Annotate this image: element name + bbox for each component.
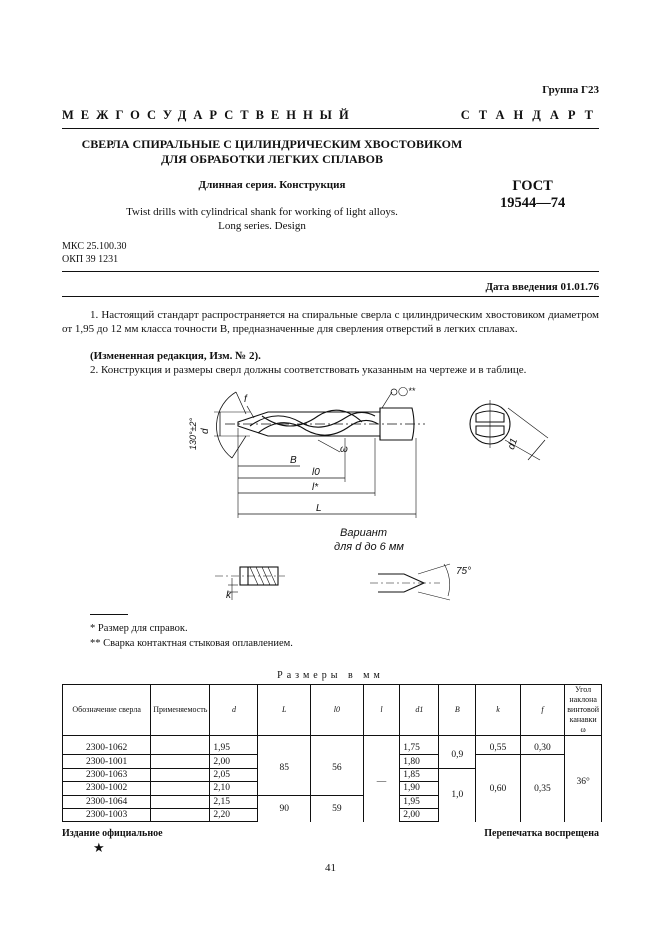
drawing-label-d: d [200, 428, 211, 434]
col-l0: l0 [311, 685, 364, 736]
cell-designation: 2300-1003 [63, 808, 151, 821]
cell-d: 2,00 [210, 755, 258, 768]
col-applicability: Применяемость [151, 685, 210, 736]
dimensions-table [62, 684, 602, 822]
cell-d: 2,15 [210, 795, 258, 808]
effective-date: Дата введения 01.01.76 [485, 281, 599, 293]
cell-k: 0,60 [476, 755, 520, 822]
english-title [62, 205, 462, 233]
drawing-label-lstar: l* [312, 482, 319, 493]
mks-code: МКС 25.100.30 [62, 241, 127, 252]
cell-designation: 2300-1063 [63, 768, 151, 781]
date-rule [62, 296, 599, 297]
english-title-1: Twist drills with cylindrical shank for working of light alloys. [126, 206, 398, 218]
title-line-1: СВЕРЛА СПИРАЛЬНЫЕ С ЦИЛИНДРИЧЕСКИМ ХВОСТОВИКОМ [81, 137, 463, 151]
col-omega: Угол наклона винтовой канавки ω [565, 685, 602, 736]
top-rule [62, 128, 599, 129]
cell-applicability [151, 782, 210, 795]
drawing-label-k: k [226, 590, 231, 601]
table-header-row [63, 685, 602, 736]
footnote-2: ** Сварка контактная стыковая оплавлением. [90, 638, 293, 649]
cell-d: 2,05 [210, 768, 258, 781]
okp-code: ОКП 39 1231 [62, 254, 119, 265]
document-title [62, 137, 482, 167]
footnote-1: * Размер для справок. [90, 623, 188, 634]
cell-d1: 1,90 [400, 782, 439, 795]
cell-applicability [151, 736, 210, 755]
paragraph-2: 2. Конструкция и размеры сверл должны соответствовать указанным на чертеже и в таблице. [90, 364, 527, 376]
cell-B: 1,0 [439, 768, 476, 822]
variant-sublabel: для d до 6 мм [334, 541, 404, 553]
official-edition: Издание официальное [62, 828, 163, 839]
gost-label: ГОСТ [512, 178, 553, 194]
cell-f: 0,35 [520, 755, 565, 822]
cell-l: — [363, 736, 400, 822]
col-l: l [363, 685, 400, 736]
cell-L: 90 [258, 795, 311, 822]
footnote-rule [90, 614, 128, 615]
gost-value: 19544—74 [500, 195, 566, 211]
col-f: f [520, 685, 565, 736]
cell-designation: 2300-1064 [63, 795, 151, 808]
codes-rule [62, 271, 599, 272]
cell-L: 85 [258, 736, 311, 796]
cell-applicability [151, 768, 210, 781]
document-subtitle: Длинная серия. Конструкция [198, 179, 346, 191]
footnotes [90, 621, 293, 651]
cell-d: 2,20 [210, 808, 258, 821]
cell-d1: 1,75 [400, 736, 439, 755]
col-designation: Обозначение сверла [63, 685, 151, 736]
cell-applicability [151, 755, 210, 768]
drawing-label-l0: l0 [312, 467, 320, 478]
table-caption: Размеры в мм [277, 670, 384, 681]
cell-d1: 2,00 [400, 808, 439, 821]
drawing-label-omega: ω [340, 444, 348, 455]
drawing-label-f: f [244, 394, 247, 405]
variant-label: Вариант [340, 527, 388, 539]
drawing-label-B: B [290, 455, 297, 466]
drill-drawing [0, 378, 661, 613]
standard-banner [62, 108, 602, 123]
cell-d1: 1,80 [400, 755, 439, 768]
cell-l0: 59 [311, 795, 364, 822]
title-line-2: ДЛЯ ОБРАБОТКИ ЛЕГКИХ СПЛАВОВ [160, 152, 384, 166]
cell-f: 0,30 [520, 736, 565, 755]
cell-d1: 1,95 [400, 795, 439, 808]
classification-codes [62, 240, 126, 266]
cell-d: 2,10 [210, 782, 258, 795]
english-title-2: Long series. Design [218, 220, 306, 232]
group-code: Группа Г23 [542, 84, 599, 96]
cell-applicability [151, 795, 210, 808]
col-k: k [476, 685, 520, 736]
gost-number [500, 178, 565, 212]
banner-left: МЕЖГОСУДАРСТВЕННЫЙ [62, 108, 356, 122]
table-row [63, 736, 602, 755]
paragraph-1: 1. Настоящий стандарт распространяется на спиральные сверла с цилиндрическим хвостовиком диаметром от 1,95 до 12 мм класса точности В, предназначенные для сверления отверстий в легких сплавах. [62, 309, 599, 335]
drawing-label-L: L [316, 503, 322, 514]
col-d1: d1 [400, 685, 439, 736]
cell-d1: 1,85 [400, 768, 439, 781]
drawing-angle: 130°±2° [188, 417, 198, 450]
cell-omega: 36° [565, 736, 602, 822]
banner-right: СТАНДАРТ [460, 108, 602, 122]
drawing-angle-75: 75° [456, 566, 472, 577]
reprint-prohibited: Перепечатка воспрещена [484, 828, 599, 839]
cell-designation: 2300-1001 [63, 755, 151, 768]
cell-l0: 56 [311, 736, 364, 796]
col-B: B [439, 685, 476, 736]
cell-k: 0,55 [476, 736, 520, 755]
cell-applicability [151, 808, 210, 821]
cell-B: 0,9 [439, 736, 476, 769]
cell-designation: 2300-1062 [63, 736, 151, 755]
drawing-label-d1: d1 [505, 436, 521, 452]
page-number: 41 [325, 862, 336, 874]
cell-d: 1,95 [210, 736, 258, 755]
drawing-label-weld: ◯** [398, 386, 416, 396]
star-icon: ★ [93, 840, 105, 855]
paragraph-1-note: (Измененная редакция, Изм. № 2). [90, 350, 261, 362]
col-d: d [210, 685, 258, 736]
col-L: L [258, 685, 311, 736]
cell-designation: 2300-1002 [63, 782, 151, 795]
